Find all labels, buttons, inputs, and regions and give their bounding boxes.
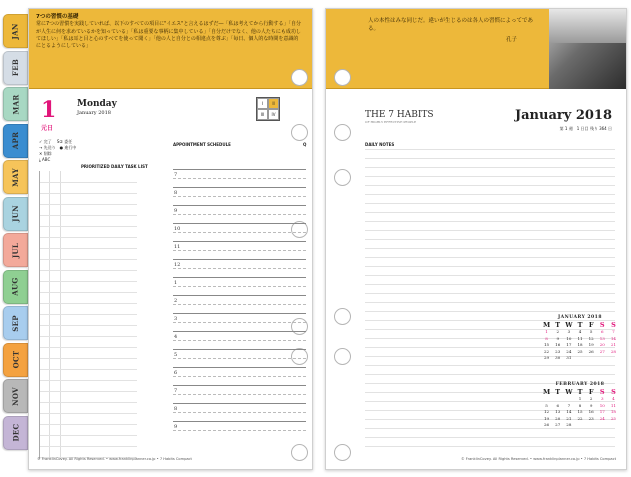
month-tab-may[interactable] (3, 160, 28, 194)
calendar-day[interactable]: 23 (555, 348, 561, 354)
calendar-day[interactable]: 6 (556, 402, 559, 408)
hour-label: 8 (174, 190, 178, 196)
weekday-letter: S (599, 388, 605, 396)
task-line (40, 347, 137, 348)
calendar-day[interactable]: 19 (544, 415, 550, 421)
calendar-day[interactable]: 20 (555, 415, 561, 421)
weekday-letter: S (611, 321, 616, 329)
right-page (325, 8, 627, 470)
task-line (40, 182, 137, 183)
copyright-footer: © FranklinCovey. All Rights Reserved. • www.franklinplanner.co.jp • 7 Habits Compact (37, 457, 192, 461)
binder-hole (334, 348, 351, 365)
appointment-slot[interactable] (173, 385, 306, 403)
calendar-day[interactable]: 1 (545, 329, 548, 334)
weekday-letter: T (555, 321, 561, 329)
day-number: 1 (41, 97, 57, 123)
task-list-title: PRIORITIZED DAILY TASK LIST (81, 164, 148, 169)
task-line (40, 303, 137, 304)
left-page (28, 8, 313, 470)
task-line (40, 369, 137, 370)
logo-subtext: OF HIGHLY EFFECTIVE PEOPLE (365, 120, 417, 124)
task-line (40, 413, 137, 414)
appointment-slot[interactable] (173, 223, 306, 241)
task-line (40, 281, 137, 282)
legend-line: ⤓ ABC (39, 157, 51, 162)
weekday-letter: S (611, 388, 616, 396)
weekday-letter: S (599, 321, 605, 329)
binder-hole (291, 124, 308, 141)
appointment-slot[interactable] (173, 259, 306, 277)
calendar-day[interactable]: 17 (566, 342, 572, 347)
quadrant-1[interactable]: I (257, 98, 268, 109)
hour-label: 9 (174, 424, 178, 430)
calendar-day[interactable] (586, 355, 597, 362)
notes-line (365, 194, 615, 195)
date-block (41, 99, 56, 132)
logo-text: THE 7 HABITS (365, 110, 434, 120)
month-tab-label: NOV (11, 386, 20, 406)
calendar-day[interactable]: 25 (610, 415, 616, 421)
month-tab-label: MAY (10, 167, 20, 187)
calendar-day[interactable]: 24 (599, 415, 605, 421)
legend-line: → 先送り ● 進行中 (39, 145, 77, 150)
calendar-day[interactable] (586, 422, 597, 429)
calendar-day[interactable] (597, 422, 608, 429)
appointment-q-label: Q (303, 142, 307, 147)
calendar-day[interactable]: 4 (578, 329, 582, 334)
calendar-day[interactable]: 24 (566, 348, 572, 354)
calendar-day[interactable]: 11 (610, 402, 616, 408)
calendar-day[interactable]: 23 (588, 415, 594, 421)
calendar-day[interactable]: 12 (588, 335, 594, 341)
notes-line (365, 221, 615, 222)
calendar-day[interactable]: 25 (577, 348, 583, 354)
month-tab-label: JUN (11, 205, 20, 222)
quadrant-3[interactable]: III (257, 109, 268, 120)
calendar-day[interactable]: 15 (577, 409, 583, 414)
status-legend (39, 139, 76, 163)
calendar-day[interactable] (608, 355, 619, 362)
calendar-day[interactable]: 20 (599, 342, 605, 347)
month-tab-sep[interactable] (3, 306, 28, 340)
task-line (40, 204, 137, 205)
calendar-day[interactable]: 1 (578, 396, 582, 401)
calendar-day[interactable]: 10 (566, 335, 572, 341)
notes-line (365, 203, 615, 204)
calendar-day[interactable] (608, 422, 619, 429)
hour-label: 9 (174, 208, 178, 214)
calendar-day[interactable]: 26 (588, 348, 594, 354)
binder-hole (334, 169, 351, 186)
notes-line (365, 284, 615, 285)
appointment-slot[interactable] (173, 169, 306, 187)
month-tab-label: SEP (11, 314, 20, 332)
hour-label: 10 (174, 226, 181, 232)
month-tab-nov[interactable] (3, 379, 28, 413)
task-line (40, 325, 137, 326)
calendar-day[interactable]: 28 (610, 348, 616, 354)
weekday-letter: W (565, 388, 573, 396)
month-tab-label: JUL (11, 242, 20, 258)
month-tab-oct[interactable] (3, 343, 28, 377)
calendar-weekday-header (541, 388, 619, 396)
hour-label: 7 (174, 172, 178, 178)
legend-line: ✕ 削除 (39, 151, 52, 156)
task-line (40, 358, 137, 359)
hour-label: 6 (174, 370, 178, 376)
calendar-day[interactable] (574, 355, 585, 362)
calendar-day[interactable]: 11 (577, 335, 583, 341)
notes-line (365, 266, 615, 267)
calendar-day[interactable]: 4 (612, 396, 615, 401)
notes-line (365, 275, 615, 276)
quote-title: 7つの習慣の基礎 (36, 14, 79, 20)
task-line (40, 314, 137, 315)
task-line (40, 424, 137, 425)
notes-line (365, 293, 615, 294)
calendar-day[interactable]: 6 (601, 329, 604, 334)
notes-line (365, 239, 615, 240)
task-line (40, 336, 137, 337)
calendar-day[interactable]: 21 (610, 342, 616, 347)
notes-line (365, 176, 615, 177)
task-line (40, 391, 137, 392)
calendar-day[interactable]: 16 (555, 342, 561, 347)
appointment-slot[interactable] (173, 331, 306, 349)
legend-line: ✓ 完了 S② 委任 (39, 139, 73, 144)
appointment-schedule[interactable] (173, 151, 306, 451)
quadrant-grid (256, 97, 280, 121)
calendar-title: JANUARY 2018 (558, 315, 602, 320)
month-tab-feb[interactable] (3, 51, 28, 85)
task-line (40, 237, 137, 238)
calendar-day[interactable]: 27 (599, 348, 605, 354)
calendar-day[interactable]: 10 (599, 402, 605, 408)
calendar-days (541, 396, 619, 429)
calendar-day[interactable]: 14 (610, 335, 616, 341)
hour-label: 8 (174, 406, 178, 412)
calendar-day[interactable]: 19 (588, 342, 594, 347)
notes-line (365, 257, 615, 258)
notes-line (365, 149, 615, 150)
appointment-slot[interactable] (173, 187, 306, 205)
binder-hole (291, 69, 308, 86)
habit-quote (36, 14, 301, 50)
month-tab-label: OCT (11, 350, 20, 369)
calendar-day[interactable]: 8 (545, 335, 548, 341)
quadrant-4[interactable]: IV (268, 109, 279, 120)
notes-line (365, 446, 615, 447)
calendar-day[interactable]: 5 (589, 329, 593, 334)
calendar-day[interactable]: 2 (589, 396, 593, 401)
binder-hole (334, 69, 351, 86)
calendar-day[interactable]: 13 (599, 335, 605, 341)
calendar-day[interactable]: 22 (544, 348, 550, 354)
calendar-day[interactable]: 27 (555, 422, 561, 427)
calendar-day[interactable]: 8 (578, 402, 582, 408)
notes-line (365, 437, 615, 438)
notes-line (365, 365, 615, 366)
task-line (40, 215, 137, 216)
weekday-letter: M (542, 321, 551, 329)
task-line (40, 193, 137, 194)
calendar-day[interactable]: 18 (577, 342, 583, 347)
calendar-weekday-header (541, 321, 619, 329)
quote-text: 人の本性はみな同じだ。違いが生じるのは各人の習慣によってである。 (368, 18, 534, 32)
task-line (40, 270, 137, 271)
month-tab-label: JAN (10, 22, 20, 40)
weekday-letter: M (542, 388, 551, 396)
holiday-label: 元日 (41, 125, 54, 132)
task-line (40, 292, 137, 293)
month-tab-jan[interactable] (3, 14, 28, 48)
month-year: January 2018 (77, 110, 111, 116)
notes-line (365, 302, 615, 303)
month-tab-label: MAR (11, 94, 20, 114)
hour-label: 5 (174, 352, 178, 358)
week-info: 第 1 週 1 日目 残り 364 日 (559, 126, 612, 131)
calendar-day[interactable]: 21 (566, 415, 572, 421)
appointment-slot[interactable] (173, 205, 306, 223)
month-tab-label: FEB (11, 58, 20, 77)
calendar-day[interactable]: 13 (555, 409, 561, 414)
calendar-day[interactable]: 14 (566, 409, 572, 414)
month-tab-label: AUG (10, 277, 20, 296)
habit-quote-banner (29, 9, 312, 89)
appointment-slot[interactable] (173, 367, 306, 385)
landscape-photo (549, 9, 626, 89)
hour-label: 12 (174, 262, 181, 268)
month-tab-apr[interactable] (3, 124, 28, 158)
calendar-days (541, 329, 619, 362)
hour-label: 11 (174, 244, 181, 250)
hour-label: 2 (174, 298, 178, 304)
month-tab-label: DEC (10, 423, 20, 442)
calendar-day[interactable]: 22 (577, 415, 583, 421)
daily-notes-title: DAILY NOTES (365, 142, 395, 147)
weekday-letter: W (565, 321, 573, 329)
notes-line (365, 311, 615, 312)
hour-label: 7 (174, 388, 178, 394)
weekday-name: Monday (77, 99, 117, 109)
hour-label: 1 (174, 280, 178, 286)
appointment-slot[interactable] (173, 421, 306, 439)
task-line (40, 402, 137, 403)
hour-label: 3 (174, 316, 178, 322)
task-line (40, 259, 137, 260)
calendar-day[interactable]: 12 (544, 409, 550, 414)
binder-hole (334, 444, 351, 461)
copyright-footer: © FranklinCovey. All Rights Reserved. • www.franklinplanner.co.jp • 7 Habits Compact (461, 457, 616, 461)
calendar-day[interactable]: 26 (544, 422, 550, 427)
appointment-title: APPOINTMENT SCHEDULE (173, 142, 231, 147)
calendar-day[interactable]: 28 (566, 422, 572, 427)
calendar-day[interactable]: 18 (610, 409, 616, 414)
notes-line (365, 230, 615, 231)
notes-line (365, 158, 615, 159)
task-line (40, 380, 137, 381)
appointment-slot[interactable] (173, 349, 306, 367)
weekday-letter: F (588, 321, 594, 329)
month-tab-dec[interactable] (3, 416, 28, 450)
appointment-slot[interactable] (173, 277, 306, 295)
daily-task-list[interactable] (39, 171, 137, 459)
weekday-letter: T (555, 388, 561, 396)
appointment-slot[interactable] (173, 295, 306, 313)
binder-hole (334, 124, 351, 141)
task-line (40, 435, 137, 436)
appointment-slot[interactable] (173, 313, 306, 331)
weekday-letter: T (577, 388, 583, 396)
month-tab-jul[interactable] (3, 233, 28, 267)
calendar-day[interactable]: 9 (589, 402, 593, 408)
quote-author: 孔子 (506, 37, 518, 43)
task-line (40, 248, 137, 249)
quote-body: 常に7つの習慣を実践していれば、以下のすべての項目に"イエス"と言えるはずだ―「私は考えてから行動する」「自分が人生に何を求めているかを知っている」「私は重要な事柄に集中している」「自分だけでなく、他の人たちにも成功してほしい」「私は耳と目と心のすべてを使って聞く」「他の人と自分との相違点を尊ぶ」「毎日、個人的な時間を意識的にとるようにしている」 (36, 21, 301, 50)
calendar-day[interactable]: 2 (556, 329, 559, 334)
notes-line (365, 212, 615, 213)
calendar-day[interactable] (597, 355, 608, 362)
notes-line (365, 185, 615, 186)
month-tab-jun[interactable] (3, 197, 28, 231)
calendar-day[interactable]: 16 (588, 409, 594, 414)
month-tab-aug[interactable] (3, 270, 28, 304)
calendar-day[interactable]: 31 (566, 355, 572, 360)
calendar-day[interactable]: 3 (601, 396, 604, 401)
appointment-slot[interactable] (173, 241, 306, 259)
calendar-day[interactable]: 15 (544, 342, 550, 347)
month-tab-label: APR (10, 131, 20, 150)
calendar-title: FEBRUARY 2018 (555, 382, 605, 387)
appointment-slot[interactable] (173, 403, 306, 421)
calendar-day[interactable]: 30 (555, 355, 561, 360)
mini-calendar-january (541, 315, 619, 362)
calendar-day[interactable]: 5 (545, 402, 548, 408)
month-tab-mar[interactable] (3, 87, 28, 121)
notes-line (365, 248, 615, 249)
notes-line (365, 374, 615, 375)
hour-label: 4 (174, 334, 178, 340)
calendar-day[interactable]: 9 (556, 335, 559, 341)
seven-habits-logo (365, 110, 434, 124)
quadrant-2[interactable]: II (268, 98, 279, 109)
month-title: January 2018 (514, 108, 612, 123)
weekday-letter: T (577, 321, 583, 329)
calendar-day[interactable] (574, 422, 585, 429)
notes-line (365, 167, 615, 168)
mini-calendar-february (541, 382, 619, 429)
calendar-day[interactable]: 29 (544, 355, 550, 360)
weekday-letter: F (588, 388, 594, 396)
calendar-day[interactable]: 17 (599, 409, 605, 414)
task-line (40, 226, 137, 227)
calendar-day[interactable]: 7 (567, 402, 571, 408)
calendar-day[interactable]: 3 (567, 329, 571, 334)
confucius-quote-banner (326, 9, 626, 89)
calendar-day[interactable]: 7 (612, 329, 615, 334)
task-line (40, 446, 137, 447)
binder-hole (334, 308, 351, 325)
